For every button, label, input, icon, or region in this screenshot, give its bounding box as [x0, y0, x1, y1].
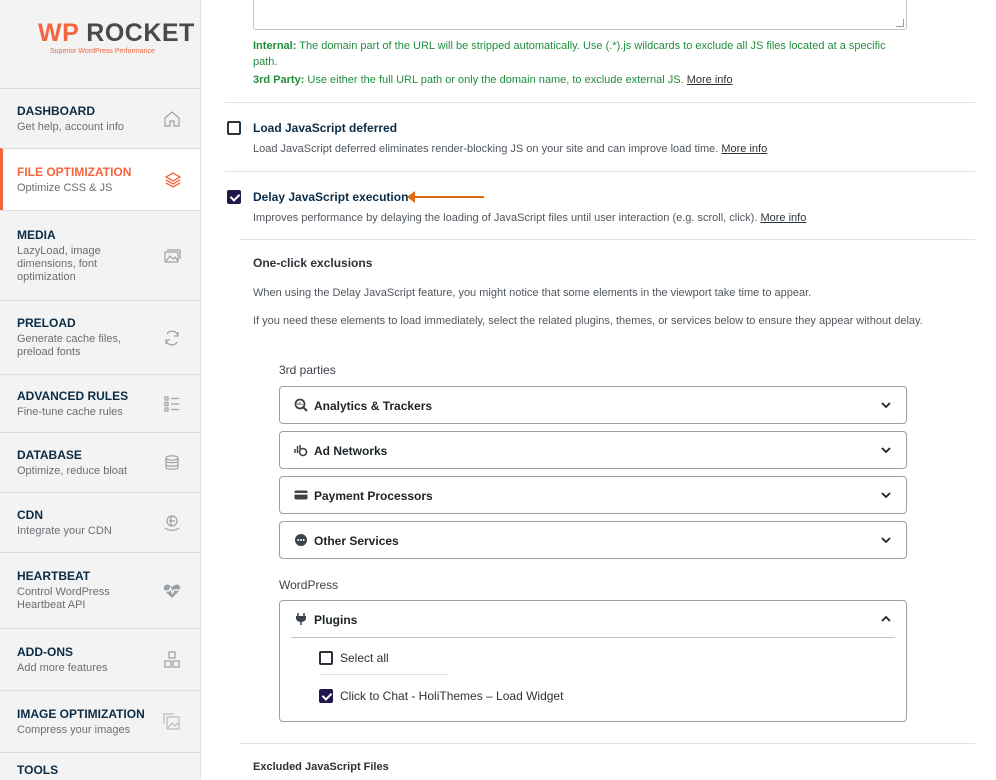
ad-networks-icon	[294, 443, 308, 457]
sidebar-item-tools[interactable]: TOOLS	[0, 752, 200, 780]
accordion-ad-networks[interactable]: Ad Networks	[279, 431, 907, 469]
chevron-down-icon[interactable]	[880, 444, 892, 456]
main-content	[201, 0, 996, 780]
defer-js-title: Load JavaScript deferred	[253, 121, 398, 135]
divider	[291, 637, 895, 638]
heartbeat-icon	[162, 581, 182, 601]
defer-more-info-link[interactable]: More info	[721, 143, 768, 155]
home-icon	[162, 109, 182, 129]
plugin-checkbox[interactable]	[319, 689, 333, 703]
globe-icon	[162, 513, 182, 533]
select-all-option[interactable]: Select all	[319, 650, 389, 665]
sidebar	[0, 0, 201, 780]
chevron-down-icon[interactable]	[880, 534, 892, 546]
wordpress-label: WordPress	[279, 578, 339, 592]
sidebar-item-cdn[interactable]: CDN Integrate your CDN	[0, 492, 200, 552]
select-all-checkbox[interactable]	[319, 651, 333, 665]
sidebar-item-advanced-rules[interactable]: ADVANCED RULES Fine-tune cache rules	[0, 374, 200, 432]
more-info-link[interactable]: More info	[686, 74, 733, 86]
sidebar-item-dashboard[interactable]: DASHBOARD Get help, account info	[0, 88, 200, 148]
excluded-js-title: Excluded JavaScript Files	[253, 761, 389, 773]
divider	[319, 674, 449, 675]
divider	[225, 102, 975, 103]
exclude-help-third-party: 3rd Party: Use either the full URL path or only the domain name, to exclude external JS. More info	[253, 74, 733, 86]
sidebar-item-heartbeat[interactable]: HEARTBEAT Control WordPress Heartbeat API	[0, 552, 200, 628]
layers-icon	[163, 170, 183, 190]
database-icon	[162, 453, 182, 473]
list-icon	[162, 394, 182, 414]
logo-wordmark: WP ROCKET	[38, 19, 195, 47]
images-icon	[162, 246, 182, 266]
divider	[239, 239, 975, 240]
accordion-analytics[interactable]: Analytics & Trackers	[279, 386, 907, 424]
credit-card-icon	[294, 488, 308, 502]
chevron-down-icon[interactable]	[880, 399, 892, 411]
divider	[225, 171, 975, 172]
delay-more-info-link[interactable]: More info	[760, 212, 807, 224]
refresh-icon	[162, 328, 182, 348]
addons-icon	[162, 650, 182, 670]
wp-rocket-logo[interactable]	[0, 0, 200, 88]
defer-js-desc: Load JavaScript deferred eliminates render-blocking JS on your site and can improve load time. More info	[253, 143, 768, 155]
delay-js-desc: Improves performance by delaying the loading of JavaScript files until user interaction (e.g. scroll, click). More info	[253, 212, 807, 224]
plugin-option[interactable]: Click to Chat - HoliThemes – Load Widget	[319, 688, 563, 703]
accordion-other-services[interactable]: Other Services	[279, 521, 907, 559]
sidebar-item-media[interactable]: MEDIA LazyLoad, image dimensions, font optimization	[0, 210, 200, 300]
sidebar-item-image-optimization[interactable]: IMAGE OPTIMIZATION Compress your images	[0, 690, 200, 752]
chevron-up-icon[interactable]	[880, 613, 892, 625]
third-parties-label: 3rd parties	[279, 363, 336, 377]
accordion-payment-processors[interactable]: Payment Processors	[279, 476, 907, 514]
exclude-help-internal: Internal: The domain part of the URL will be stripped automatically. Use (.*).js wildcards to exclude all JS files located at a specific path.	[253, 40, 886, 68]
divider	[239, 743, 975, 744]
exclude-js-textarea[interactable]	[253, 0, 907, 30]
resize-grip-icon[interactable]	[896, 19, 904, 27]
chevron-down-icon[interactable]	[880, 489, 892, 501]
sidebar-item-file-optimization[interactable]: FILE OPTIMIZATION Optimize CSS & JS	[0, 148, 201, 210]
defer-js-checkbox[interactable]	[227, 121, 241, 135]
one-click-p2: If you need these elements to load immediately, select the related plugins, themes, or services below to ensure they appear without delay.	[253, 315, 923, 327]
analytics-icon	[294, 398, 308, 412]
delay-js-title: Delay JavaScript execution	[253, 190, 409, 204]
delay-js-checkbox[interactable]	[227, 190, 241, 204]
sidebar-item-database[interactable]: DATABASE Optimize, reduce bloat	[0, 432, 200, 492]
other-services-icon	[294, 533, 308, 547]
accordion-plugins: Plugins Select all Click to Chat - HoliThemes – Load Widget	[279, 600, 907, 722]
sidebar-item-add-ons[interactable]: ADD-ONS Add more features	[0, 628, 200, 690]
plug-icon	[294, 612, 308, 626]
one-click-title: One-click exclusions	[253, 256, 373, 270]
logo-tagline: Superior WordPress Performance	[50, 48, 155, 55]
image-opt-icon	[162, 712, 182, 732]
annotation-arrow	[409, 196, 484, 198]
one-click-p1: When using the Delay JavaScript feature, you might notice that some elements in the viewport take time to appear.	[253, 287, 812, 299]
sidebar-item-preload[interactable]: PRELOAD Generate cache files, preload fonts	[0, 300, 200, 374]
